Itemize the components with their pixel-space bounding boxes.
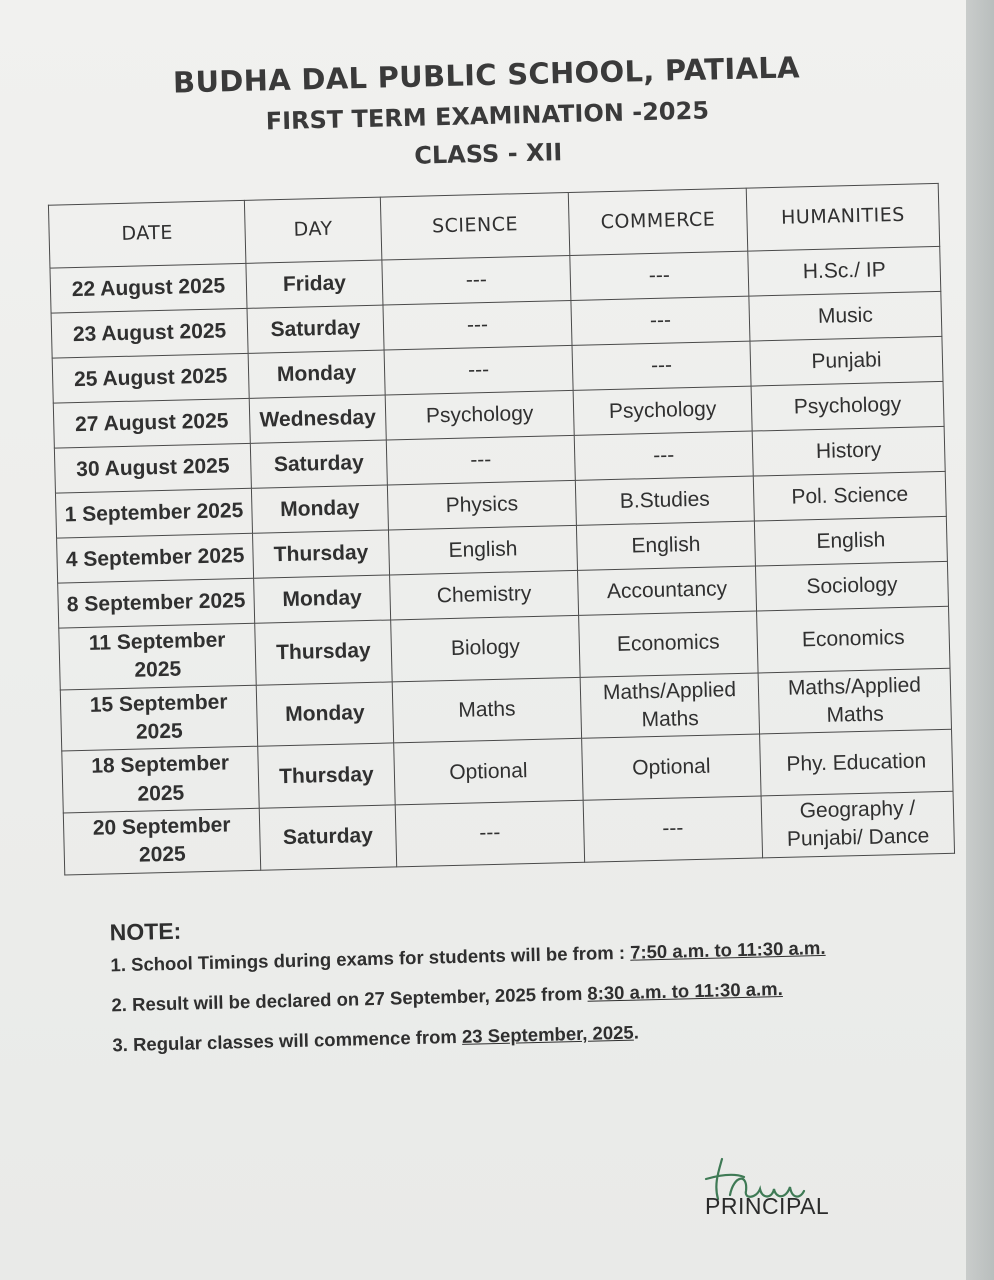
date-cell: 25 August 2025 [52,353,249,403]
note-text: 3. Regular classes will commence from [112,1025,463,1056]
science-cell: Psychology [385,390,574,440]
humanities-cell: Pol. Science [753,471,946,521]
humanities-cell: H.Sc./ IP [748,246,941,296]
science-cell: --- [395,800,584,866]
day-cell: Saturday [247,305,384,353]
column-header-day: DAY [244,197,381,263]
notes-title: NOTE: [109,917,182,946]
day-cell: Monday [254,575,391,623]
commerce-cell: --- [574,431,753,480]
humanities-cell: Punjabi [750,336,943,386]
humanities-cell: Phy. Education [760,730,953,796]
note-text: 1. School Timings during exams for students will be from : [110,941,631,976]
note-highlight: 23 September, 2025 [461,1021,634,1047]
note-text: 2. Result will be declared on 27 September, 2025 from [111,982,588,1016]
day-cell: Monday [256,682,393,747]
day-cell: Thursday [258,743,395,808]
science-cell: --- [386,435,575,485]
notes-section [109,900,913,1074]
science-cell: Maths [392,677,581,743]
day-cell: Saturday [259,805,396,870]
column-header-date: DATE [48,200,245,268]
school-name: BUDHA DAL PUBLIC SCHOOL, PATIALA [172,50,801,100]
day-cell: Monday [248,350,385,398]
day-cell: Wednesday [249,395,386,443]
day-cell: Thursday [255,620,392,685]
date-cell: 20 September 2025 [63,808,260,874]
note-suffix: . [633,1021,640,1043]
science-cell: --- [383,300,572,350]
humanities-cell: Geography / Punjabi/ Dance [761,791,954,857]
schedule-table [48,183,955,875]
science-cell: Optional [394,739,583,805]
note-highlight: 7:50 a.m. to 11:30 a.m. [629,936,826,963]
science-cell: Physics [387,480,576,530]
science-cell: Chemistry [390,570,579,620]
commerce-cell: --- [583,796,762,862]
day-cell: Thursday [253,530,390,578]
science-cell: English [388,525,577,575]
date-cell: 22 August 2025 [50,263,247,313]
science-cell: --- [382,255,571,305]
exam-datesheet [28,19,973,1261]
exam-title: FIRST TERM EXAMINATION -2025 [265,96,710,136]
humanities-cell: Music [749,291,942,341]
commerce-cell: --- [571,296,750,345]
science-cell: Biology [391,615,580,681]
commerce-cell: Psychology [573,386,752,435]
humanities-cell: Maths/Applied Maths [758,668,951,734]
background-edge [966,0,994,1280]
humanities-cell: Sociology [755,561,948,611]
humanities-cell: English [754,516,947,566]
humanities-cell: Economics [757,606,950,672]
day-cell: Monday [251,485,388,533]
column-header-humanities: HUMANITIES [746,183,939,251]
date-cell: 1 September 2025 [55,488,252,538]
principal-signature-block [700,1155,900,1235]
date-cell: 11 September 2025 [59,623,256,689]
note-highlight: 8:30 a.m. to 11:30 a.m. [587,977,783,1004]
commerce-cell: B.Studies [575,476,754,525]
day-cell: Friday [246,260,383,308]
note-item [112,1015,912,1057]
date-cell: 8 September 2025 [58,578,255,628]
date-cell: 23 August 2025 [51,308,248,358]
date-cell: 18 September 2025 [62,747,259,813]
science-cell: --- [384,345,573,395]
column-header-science: SCIENCE [380,192,569,260]
date-cell: 30 August 2025 [54,443,251,493]
commerce-cell: Accountancy [578,566,757,615]
commerce-cell: --- [572,341,751,390]
commerce-cell: Optional [582,734,761,800]
day-cell: Saturday [250,440,387,488]
note-item [111,975,911,1017]
date-cell: 27 August 2025 [53,398,250,448]
date-cell: 4 September 2025 [57,533,254,583]
commerce-cell: Economics [579,611,758,677]
principal-label: PRINCIPAL [705,1193,830,1219]
commerce-cell: Maths/Applied Maths [580,673,759,739]
class-title: CLASS - XII [413,138,563,170]
column-header-commerce: COMMERCE [568,188,747,255]
date-cell: 15 September 2025 [60,685,257,751]
humanities-cell: History [752,426,945,476]
humanities-cell: Psychology [751,381,944,431]
commerce-cell: --- [570,251,749,300]
commerce-cell: English [576,521,755,570]
